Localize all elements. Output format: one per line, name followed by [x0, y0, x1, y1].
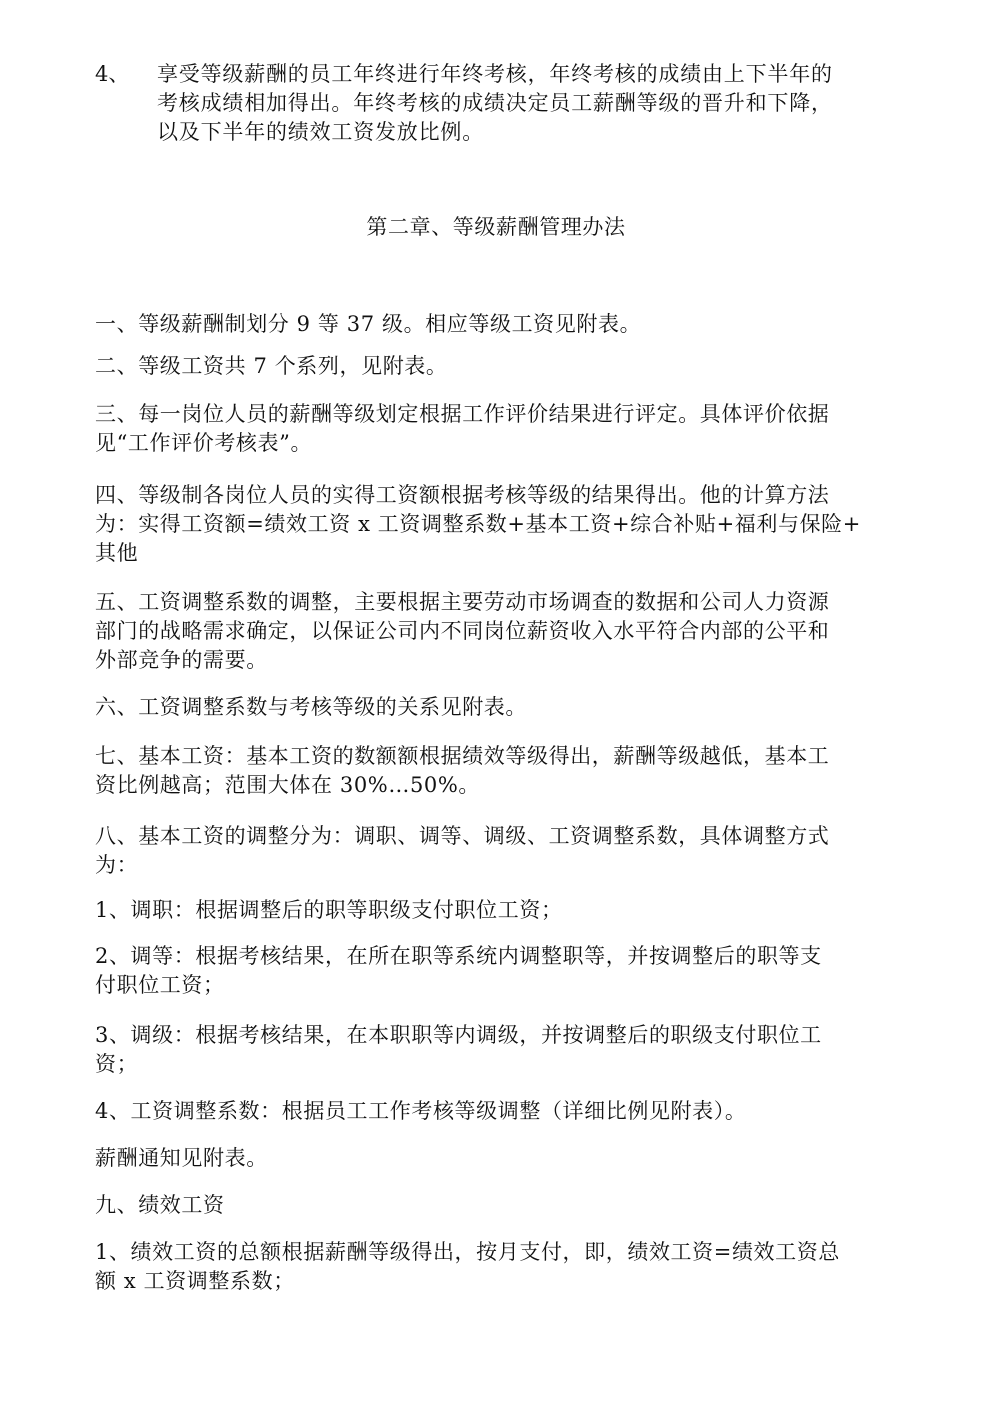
intro-item-line: 以及下半年的绩效工资发放比例。: [157, 120, 484, 144]
intro-item-line: 享受等级薪酬的员工年终进行年终考核，年终考核的成绩由上下半年的: [157, 62, 833, 86]
paragraph-line: 1、调职：根据调整后的职等职级支付职位工资；: [95, 898, 563, 922]
paragraph-line: 额 x 工资调整系数；: [95, 1269, 295, 1293]
paragraph-line: 部门的战略需求确定，以保证公司内不同岗位薪资收入水平符合内部的公平和: [95, 619, 830, 643]
paragraph-line: 七、基本工资：基本工资的数额额根据绩效等级得出，薪酬等级越低，基本工: [95, 744, 830, 768]
paragraph-line: 九、绩效工资: [95, 1193, 225, 1217]
paragraph-line: 八、基本工资的调整分为：调职、调等、调级、工资调整系数，具体调整方式: [95, 824, 830, 848]
paragraph-line: 一、等级薪酬制划分 9 等 37 级。相应等级工资见附表。: [95, 312, 642, 336]
paragraph-line: 为：实得工资额=绩效工资 x 工资调整系数+基本工资+综合补贴+福利与保险+: [95, 512, 861, 536]
paragraph-line: 二、等级工资共 7 个系列，见附表。: [95, 354, 448, 378]
paragraph-line: 资比例越高；范围大体在 30%…50%。: [95, 773, 481, 797]
paragraph-line: 五、工资调整系数的调整，主要根据主要劳动市场调查的数据和公司人力资源: [95, 590, 830, 614]
paragraph-line: 薪酬通知见附表。: [95, 1146, 268, 1170]
paragraph-line: 为：: [95, 853, 139, 877]
chapter-title: 第二章、等级薪酬管理办法: [366, 215, 626, 239]
paragraph-line: 4、工资调整系数：根据员工工作考核等级调整（详细比例见附表）。: [95, 1099, 747, 1123]
paragraph-line: 2、调等：根据考核结果，在所在职等系统内调整职等，并按调整后的职等支: [95, 944, 822, 968]
paragraph-line: 六、工资调整系数与考核等级的关系见附表。: [95, 695, 527, 719]
paragraph-line: 三、每一岗位人员的薪酬等级划定根据工作评价结果进行评定。具体评价依据: [95, 402, 830, 426]
paragraph-line: 其他: [95, 541, 139, 565]
intro-item-number: 4、: [95, 62, 130, 86]
paragraph-line: 1、绩效工资的总额根据薪酬等级得出，按月支付，即，绩效工资=绩效工资总: [95, 1240, 840, 1264]
paragraph-line: 付职位工资；: [95, 973, 225, 997]
paragraph-line: 外部竞争的需要。: [95, 648, 268, 672]
intro-item-line: 考核成绩相加得出。年终考核的成绩决定员工薪酬等级的晋升和下降，: [157, 91, 833, 115]
paragraph-line: 资；: [95, 1052, 139, 1076]
paragraph-line: 3、调级：根据考核结果，在本职职等内调级，并按调整后的职级支付职位工: [95, 1023, 822, 1047]
paragraph-line: 四、等级制各岗位人员的实得工资额根据考核等级的结果得出。他的计算方法: [95, 483, 830, 507]
paragraph-line: 见“工作评价考核表”。: [95, 431, 313, 455]
